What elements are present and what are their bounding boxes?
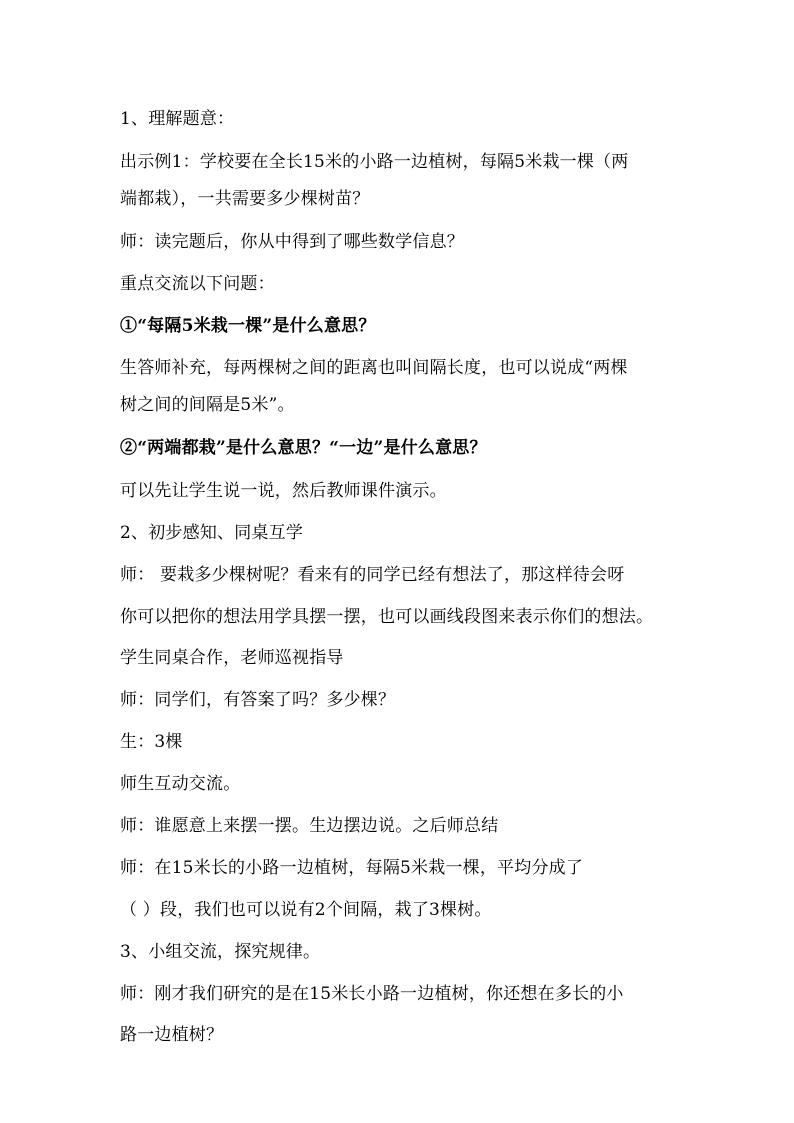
paragraph-line: 出示例1：学校要在全长15米的小路一边植树，每隔5米栽一棵（两 [120, 152, 629, 172]
paragraph-line: 端都栽），一共需要多少棵树苗？ [120, 189, 370, 209]
paragraph-line: 师： 要栽多少棵树呢？看来有的同学已经有想法了，那这样待会呀 [120, 565, 625, 585]
paragraph-line: 师：刚才我们研究的是在15米长小路一边植树，你还想在多长的小 [120, 984, 624, 1004]
paragraph-line: 重点交流以下问题： [120, 274, 275, 294]
paragraph-line: 师：读完题后，你从中得到了哪些数学信息？ [120, 232, 464, 252]
section-heading-2: 2、初步感知、同桌互学 [120, 523, 304, 543]
paragraph-line: 师：谁愿意上来摆一摆。生边摆边说。之后师总结 [120, 816, 499, 836]
paragraph-line: 师生互动交流。 [120, 774, 241, 794]
paragraph-line: 师：在15米长的小路一边植树，每隔5米栽一棵，平均分成了 [120, 858, 584, 878]
section-heading-3: 3、小组交流，探究规律。 [120, 942, 321, 962]
paragraph-line: （ ）段，我们也可以说有2个间隔，栽了3棵树。 [120, 900, 492, 920]
paragraph-line: 路一边植树？ [120, 1025, 224, 1045]
paragraph-line: 可以先让学生说一说，然后教师课件演示。 [120, 481, 447, 501]
paragraph-line: 生：3棵 [120, 732, 183, 752]
paragraph-line: 师：同学们，有答案了吗？多少棵？ [120, 690, 396, 710]
section-heading-1: 1、理解题意： [120, 109, 235, 129]
paragraph-line: 学生同桌合作，老师巡视指导 [120, 648, 344, 668]
question-heading-2: ②“两端都栽”是什么意思？“一边”是什么意思？ [120, 438, 487, 458]
paragraph-line: 树之间的间隔是5米”。 [120, 395, 295, 415]
paragraph-line: 你可以把你的想法用学具摆一摆，也可以画线段图来表示你们的想法。 [120, 607, 654, 627]
question-heading-1: ①“每隔5米栽一棵”是什么意思？ [120, 316, 376, 336]
paragraph-line: 生答师补充，每两棵树之间的距离也叫间隔长度，也可以说成“两棵 [120, 358, 628, 378]
